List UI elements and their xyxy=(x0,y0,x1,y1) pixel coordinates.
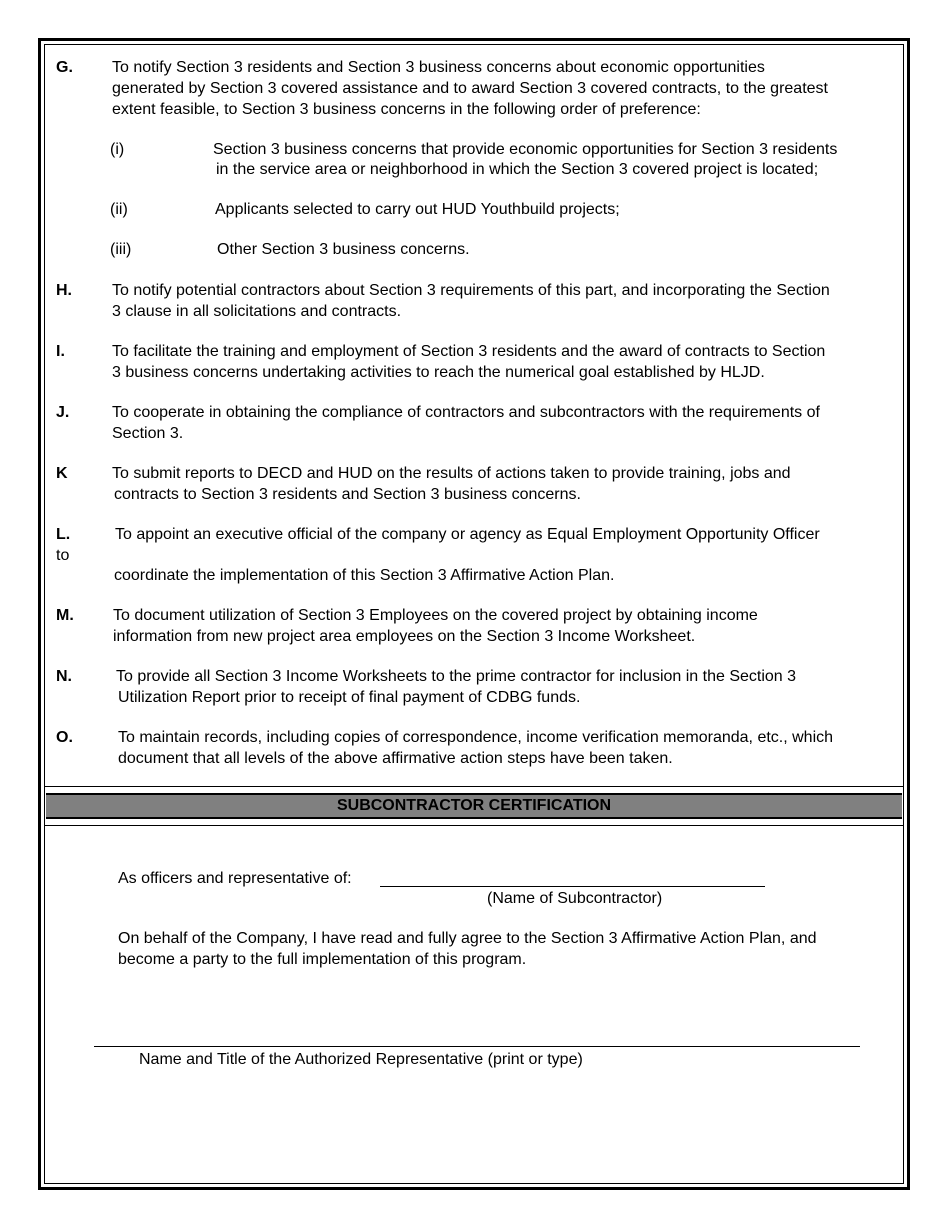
certification-heading: SUBCONTRACTOR CERTIFICATION xyxy=(46,793,902,819)
item-m-letter: M. xyxy=(56,607,74,624)
item-j-line-2: Section 3. xyxy=(112,425,184,442)
item-m-line-1: To document utilization of Section 3 Employees on the covered project by obtaining income xyxy=(113,607,758,624)
signature-caption: Name and Title of the Authorized Representative (print or type) xyxy=(139,1051,583,1068)
sub-item-i-line-1: Section 3 business concerns that provide economic opportunities for Section 3 residents xyxy=(213,141,838,158)
item-h-line-2: 3 clause in all solicitations and contracts. xyxy=(112,303,402,320)
item-o-line-1: To maintain records, including copies of correspondence, income verification memoranda, etc., which xyxy=(118,729,834,746)
officers-label: As officers and representative of: xyxy=(118,870,352,887)
item-k-line-1: To submit reports to DECD and HUD on the results of actions taken to provide training, jobs and xyxy=(112,465,791,482)
item-j-letter: J. xyxy=(56,404,70,421)
sub-item-i-line-2: in the service area or neighborhood in which the Section 3 covered project is located; xyxy=(216,161,819,178)
agreement-line-2: become a party to the full implementation of this program. xyxy=(118,951,527,968)
sub-item-ii-number: (ii) xyxy=(110,201,128,218)
item-i-letter: I. xyxy=(56,343,65,360)
sub-item-iii-number: (iii) xyxy=(110,241,132,258)
item-g-letter: G. xyxy=(56,59,73,76)
item-j-line-1: To cooperate in obtaining the compliance of contractors and subcontractors with the requirements of xyxy=(112,404,820,421)
item-i-line-2: 3 business concerns undertaking activities to reach the numerical goal established by HLJD. xyxy=(112,364,765,381)
item-l-line-1: To appoint an executive official of the company or agency as Equal Employment Opportunity Officer xyxy=(115,526,820,543)
item-n-line-1: To provide all Section 3 Income Worksheets to the prime contractor for inclusion in the Section 3 xyxy=(116,668,797,685)
section-divider-top xyxy=(44,786,904,787)
item-g-line-1: To notify Section 3 residents and Section 3 business concerns about economic opportunities xyxy=(112,59,765,76)
item-m-line-2: information from new project area employees on the Section 3 Income Worksheet. xyxy=(113,628,696,645)
item-n-line-2: Utilization Report prior to receipt of final payment of CDBG funds. xyxy=(118,689,581,706)
subcontractor-name-line[interactable] xyxy=(380,886,765,887)
item-l-line-3: coordinate the implementation of this Section 3 Affirmative Action Plan. xyxy=(114,567,615,584)
item-o-line-2: document that all levels of the above affirmative action steps have been taken. xyxy=(118,750,673,767)
item-l-line-2: to xyxy=(56,547,70,564)
item-l-letter: L. xyxy=(56,526,71,543)
item-k-line-2: contracts to Section 3 residents and Section 3 business concerns. xyxy=(114,486,581,503)
signature-line[interactable] xyxy=(94,1046,860,1047)
sub-item-iii-line-1: Other Section 3 business concerns. xyxy=(217,241,470,258)
item-n-letter: N. xyxy=(56,668,72,685)
agreement-line-1: On behalf of the Company, I have read and fully agree to the Section 3 Affirmative Action Plan, and xyxy=(118,930,817,947)
subcontractor-name-caption: (Name of Subcontractor) xyxy=(487,890,663,907)
sub-item-ii-line-1: Applicants selected to carry out HUD Youthbuild projects; xyxy=(215,201,620,218)
item-h-line-1: To notify potential contractors about Section 3 requirements of this part, and incorporating the Section xyxy=(112,282,830,299)
section-divider-bottom xyxy=(44,825,904,826)
item-g-line-3: extent feasible, to Section 3 business concerns in the following order of preference: xyxy=(112,101,701,118)
item-h-letter: H. xyxy=(56,282,72,299)
item-i-line-1: To facilitate the training and employment of Section 3 residents and the award of contracts to Section xyxy=(112,343,826,360)
item-k-letter: K xyxy=(56,465,68,482)
item-g-line-2: generated by Section 3 covered assistance and to award Section 3 covered contracts, to the greatest xyxy=(112,80,828,97)
sub-item-i-number: (i) xyxy=(110,141,125,158)
item-o-letter: O. xyxy=(56,729,73,746)
